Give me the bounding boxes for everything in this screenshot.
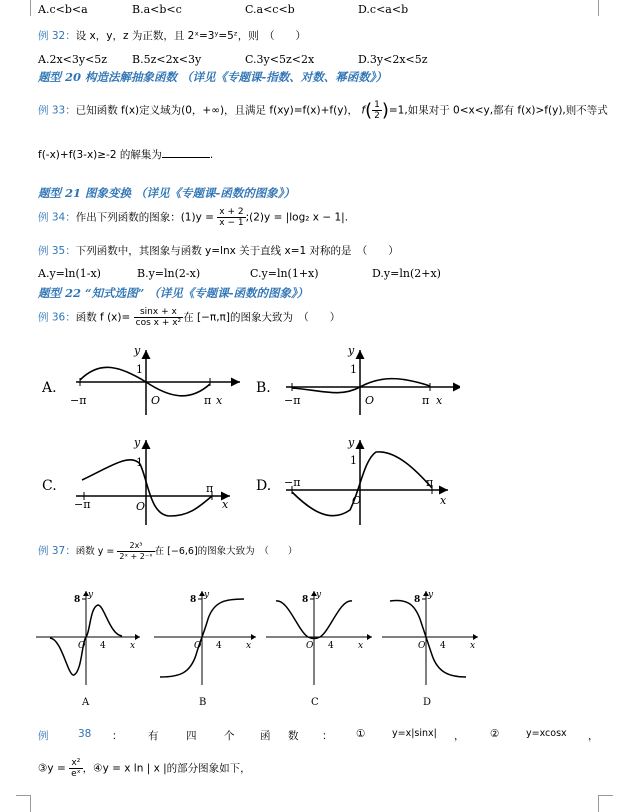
tick-label: 4 [440,641,446,651]
example-label: 例 34： [38,211,76,224]
axis-label-x: x [246,641,252,651]
section-heading-20: 题型 20 构造法解抽象函数 （详见《专题课-指数、对数、幂函数》） [38,70,388,84]
graph-label: D [423,697,432,708]
section-heading-22: 题型 22 “知式选图” （详见《专题课-函数的图象》） [38,286,309,300]
tick-label: 1 [136,363,143,376]
example-label: 例 33： [38,104,76,117]
tick-label: −π [70,394,87,407]
tick-label: −π [74,498,91,511]
margin-mark [598,0,613,16]
section-heading-21: 题型 21 图象变换 （详见《专题课-函数的图象》） [38,186,296,200]
axis-label-x: x [436,394,443,407]
frac-denominator: eˣ [71,769,81,779]
example-35: 例 35：下列函数中，其图象与函数 y=lnx 关于直线 x=1 对称的是 （ ） [38,245,399,257]
axis-label-y: y [134,436,141,449]
graph-label: A. [42,380,57,396]
tick-label: π [204,394,212,407]
graph-c [266,590,372,708]
example-label: 例 [38,730,49,742]
example-label: 例 36： [38,311,76,324]
tick-label: 8 [74,595,81,605]
origin-label: O [352,494,362,507]
option-d: D.c<a<b [358,3,409,16]
tick-label: π [422,394,430,407]
axis-label-x: x [130,641,136,651]
tick-label: 1 [350,454,357,467]
option-c: C.3y<5z<2x [245,53,315,66]
origin-label: O [151,394,161,407]
example-33: 例 33：已知函数 f(x)定义域为(0，+∞)，且满足 f(xy)=f(x)+f(y)， f( $\frac{1}{2}$ )=1,如果对于 0<x<y,都有 f(x)>f(y),则不等式 [38,100,608,121]
tick-label: −π [284,476,301,489]
frac-denominator: 2ˣ + 2⁻ˣ [119,552,153,561]
option-b: B.5z<2x<3y [132,53,202,66]
marker-2: ② [490,728,500,740]
axis-label-x: x [216,394,223,407]
tick-label: π [206,482,214,495]
option-a: A.y=ln(1-x) [38,267,101,280]
graph-d [256,436,448,525]
tick-label: 8 [190,595,197,605]
example-34: 例 34：作出下列函数的图象：(1)y = $\frac{x + 2}{x - 1}$ ;(2)y = |log₂ x − 1|. [38,207,349,228]
origin-label: O [78,641,86,651]
example-38-line2: ③y = $\frac{\text{x²}}{\text{eˣ}}$ ，④y = x ln | x |的部分图象如下， [38,758,251,779]
marker-1: ① [356,728,366,740]
margin-mark [16,0,31,16]
function-2: y=xcosx [526,728,567,739]
graph-label: A [82,697,90,708]
axis-label-x: x [440,494,447,507]
function-1: y=x|sinx| [392,728,437,739]
graph-b [256,344,460,415]
example-label: 例 37： [38,545,76,557]
tick-label: π [426,476,434,489]
example-text: 设 x，y，z 为正数，且 2ˣ=3ʸ=5ᶻ，则 （ ） [75,30,306,42]
axis-label-y: y [134,344,141,357]
origin-label: O [194,641,202,651]
option-b: B.a<b<c [132,3,182,16]
axis-label-y: y [316,590,322,600]
tick-label: 1 [136,456,143,469]
origin-label: O [418,641,426,651]
tick-label: 4 [328,641,334,651]
tick-label: −π [284,394,301,407]
answer-blank [162,157,210,158]
option-d: D.y=ln(2+x) [372,267,441,280]
tick-label: 4 [100,641,106,651]
graph-label: C [311,697,319,708]
origin-label: O [136,500,146,513]
example-33-line2: f(-x)+f(3-x)≥-2 的解集为 . [38,149,214,161]
axis-label-x: x [222,498,229,511]
example-number: 38 [78,728,92,740]
graph-label: B [199,697,207,708]
margin-mark [16,795,31,812]
axis-label-y: y [348,436,355,449]
graph-a [41,344,240,415]
origin-label: O [365,394,375,407]
example-text: 已知函数 f(x)定义域为(0，+∞)，且满足 f(xy)=f(x)+f(y)， [75,104,359,117]
graph-b [154,590,256,708]
graph-label: B. [256,380,271,396]
margin-mark [598,795,613,812]
tick-label: 4 [216,641,222,651]
frac-denominator: x − 1 [219,218,244,228]
origin-label: O [306,641,314,651]
frac-denominator: 2 [374,111,380,121]
graph-label: D. [256,478,272,494]
example-36: 例 36：函数 f (x)= $\frac{\sin x + x}{\text{cos x + x²}}$ 在 [−π,π]的图象大致为 （ ） [38,307,341,328]
option-a: A.2x<3y<5z [38,53,108,66]
example-label: 例 35： [38,245,76,257]
example-37-graphs [30,585,480,710]
option-b: B.y=ln(2-x) [137,267,201,280]
tick-label: 8 [414,595,421,605]
axis-label-y: y [428,590,434,600]
axis-label-y: y [348,344,355,357]
frac-numerator: x + 2 [219,207,244,217]
axis-label-x: x [470,641,476,651]
option-c: C.a<c<b [245,3,295,16]
axis-label-x: x [358,641,364,651]
example-text: f(-x)+f(3-x)≥-2 的解集为 [38,149,162,161]
option-d: D.3y<2x<5z [358,53,428,66]
tick-label: 8 [302,595,309,605]
frac-numerator: x² [69,758,83,769]
graph-d [382,590,478,708]
axis-label-y: y [204,590,210,600]
graph-label: C. [42,478,57,494]
graph-a [36,590,140,708]
option-a: A.c<b<a [38,3,88,16]
example-32 [38,28,306,43]
tick-label: 1 [350,363,357,376]
example-36-graphs [30,340,460,530]
frac-denominator: cos x + x² [135,318,182,328]
axis-label-y: y [88,590,94,600]
example-label: 例 32： [38,30,76,42]
frac-numerator: sinx + x [134,307,184,318]
frac-numerator: 1 [374,100,380,110]
example-text: =1,如果对于 0<x<y,都有 f(x)>f(y),则不等式 [388,104,608,117]
frac-numerator: 2x³ [117,541,154,552]
example-37: 例 37：函数 y = $\frac{\text{2x³}}{\text{2ˣ + 2⁻ˣ}}$ 在 [−6,6]的图象大致为 （ ） [38,541,298,561]
option-c: C.y=ln(1+x) [250,267,319,280]
graph-c [42,436,230,525]
